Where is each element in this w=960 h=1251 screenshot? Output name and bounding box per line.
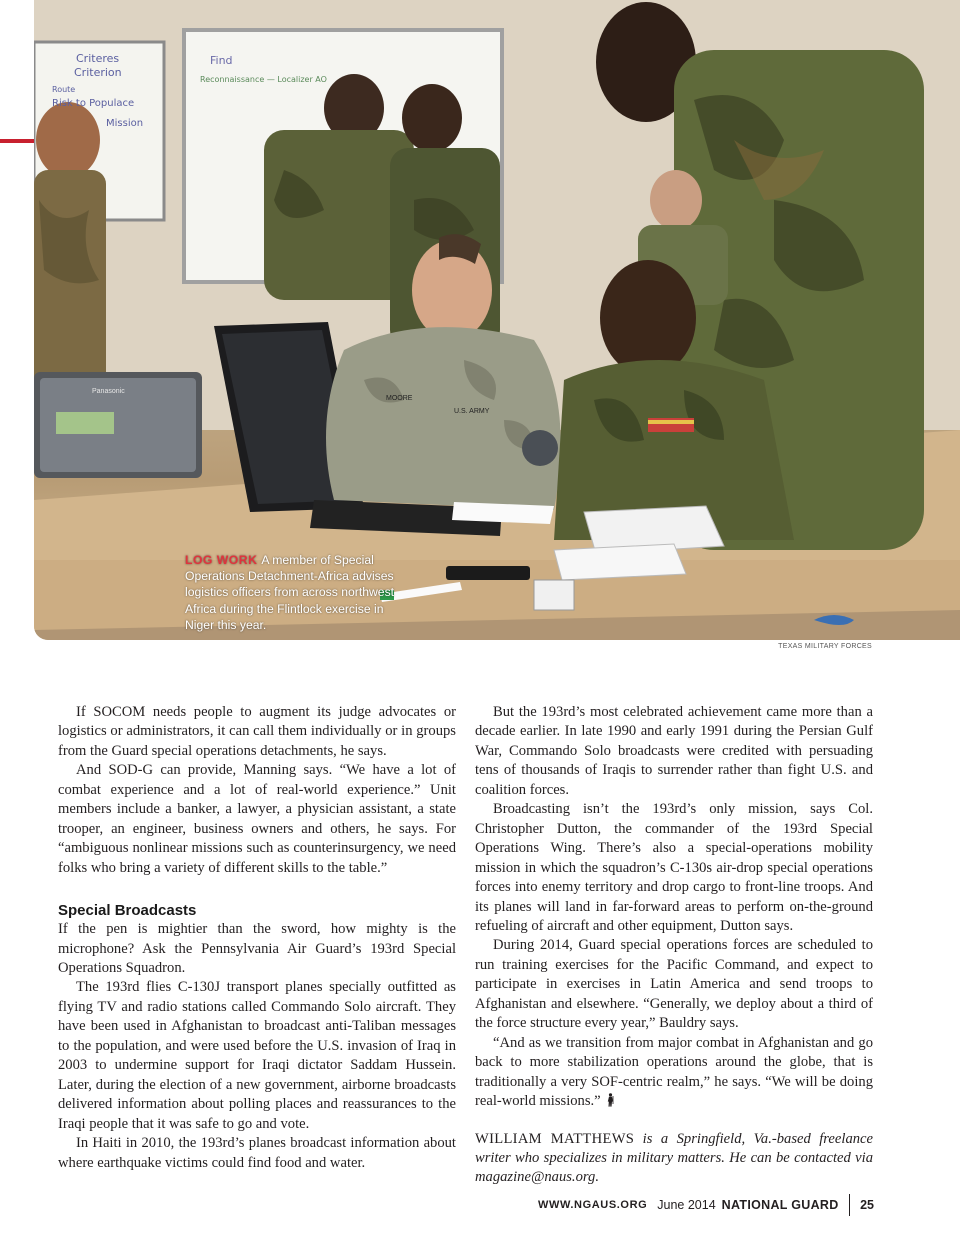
section-subhead: Special Broadcasts — [58, 902, 197, 920]
caption-text: A member of Special Operations Detachment-Africa advises logistics officers from across northwest Africa during the Flintlock exercise in Niger this year. — [185, 553, 395, 632]
page-footer — [538, 1194, 874, 1216]
paragraph: If the pen is mightier than the sword, how mighty is the microphone? Ask the Pennsylvania Air Guard’s 193rd Special Operations Squadron. — [58, 921, 456, 976]
paragraph: In Haiti in 2010, the 193rd’s planes broadcast information about where earthquake victims could find food and water. — [58, 1135, 456, 1171]
paragraph: During 2014, Guard special operations forces are scheduled to run training exercises for the Pacific Command, and expect to participate in exercises in Latin America and send troops to Afghanistan and elsewhere. “Generally, we deploy about a third of the force structure every year,” Bauldry says. — [475, 937, 873, 1032]
board-center-2: Reconnaissance — Localizer AO — [200, 75, 327, 84]
footer-magazine-title: NATIONAL GUARD — [721, 1198, 839, 1212]
author-name: WILLIAM MATTHEWS — [475, 1130, 635, 1147]
caption-kicker: LOG WORK — [185, 553, 258, 567]
page-number: 25 — [860, 1198, 874, 1212]
article-column-right — [475, 703, 873, 1188]
branch-tape: U.S. ARMY — [454, 408, 490, 415]
board-left-4: Risk to Populace — [52, 98, 135, 109]
photo-illustration — [34, 0, 960, 640]
last-paragraph-text: “And as we transition from major combat in Afghanistan and go back to more stabilization operations around the globe, that is traditionally a very SOF-centric realm,” he says. “We will be doing real-world missions.” — [475, 1034, 873, 1110]
board-left-2: Criterion — [74, 66, 122, 79]
photo-credit: TEXAS MILITARY FORCES — [778, 643, 872, 650]
accent-rule — [0, 139, 36, 143]
paragraph: Broadcasting isn’t the 193rd’s only mission, says Col. Christopher Dutton, the commander of the 193rd Special Operations Wing. There’s also a special-operations mobility mission in which the squadron’s C-130s air-drop special operations forces into enemy territory and drop cargo to front-line troops. And its planes will land in far-forward areas to perform on-the-ground refueling of aircraft and other equipment, Dutton says. — [475, 801, 873, 934]
footer-divider — [849, 1194, 851, 1216]
minuteman-icon — [607, 1093, 614, 1107]
board-left-5: Mission — [106, 118, 144, 129]
author-byline — [475, 1130, 873, 1188]
board-left-3: Route — [52, 85, 76, 94]
laptop-brand: Panasonic — [92, 388, 125, 395]
board-left-1: Criteres — [76, 52, 120, 65]
paragraph: If SOCOM needs people to augment its judge advocates or logistics or administrators, it can call them individually or in groups from the Guard special operations detachments, he says. — [58, 704, 456, 759]
paragraph: The 193rd flies C-130J transport planes specially outfitted as flying TV and radio stations called Commando Solo aircraft. They have been used in Afghanistan to broadcast anti-Taliban messages to the population, and were used before the U.S. invasion of Iraq in 2003 to undermine support for Iraqi dictator Saddam Hussein. Later, during the election of a new government, airborne broadcasts delivered information about polling places and reassurances to the Iraqi people that it was safe to go and vote. — [58, 979, 456, 1132]
paragraph: And SOD-G can provide, Manning says. “We have a lot of combat experience and a lot of real-world experience.” Unit members include a banker, a lawyer, a physician assistant, a state trooper, an engineer, business owners and others, he says. For “ambiguous nonlinear missions such as counterinsurgency, we need folks who bring a variety of different skills to the table.” — [58, 762, 456, 876]
footer-website: WWW.NGAUS.ORG — [538, 1199, 648, 1211]
photo-caption — [185, 552, 400, 633]
paragraph-last — [475, 1034, 873, 1112]
author-bio: is a Springfield, Va.-based freelance writer who specializes in military matters. He can be contacted via magazine@naus.org. — [475, 1130, 873, 1186]
article-photo — [34, 0, 960, 640]
article-column-left — [58, 703, 456, 1173]
footer-date: June 2014 — [657, 1198, 716, 1212]
board-center-1: Find — [210, 54, 233, 67]
paragraph: But the 193rd’s most celebrated achievement came more than a decade earlier. In late 1990 and early 1991 during the Persian Gulf War, Commando Solo broadcasts were credited with persuading tens of thousands of Iraqis to surrender rather than fight U.S. and coalition forces. — [475, 704, 873, 798]
name-tape: MOORE — [386, 395, 413, 402]
